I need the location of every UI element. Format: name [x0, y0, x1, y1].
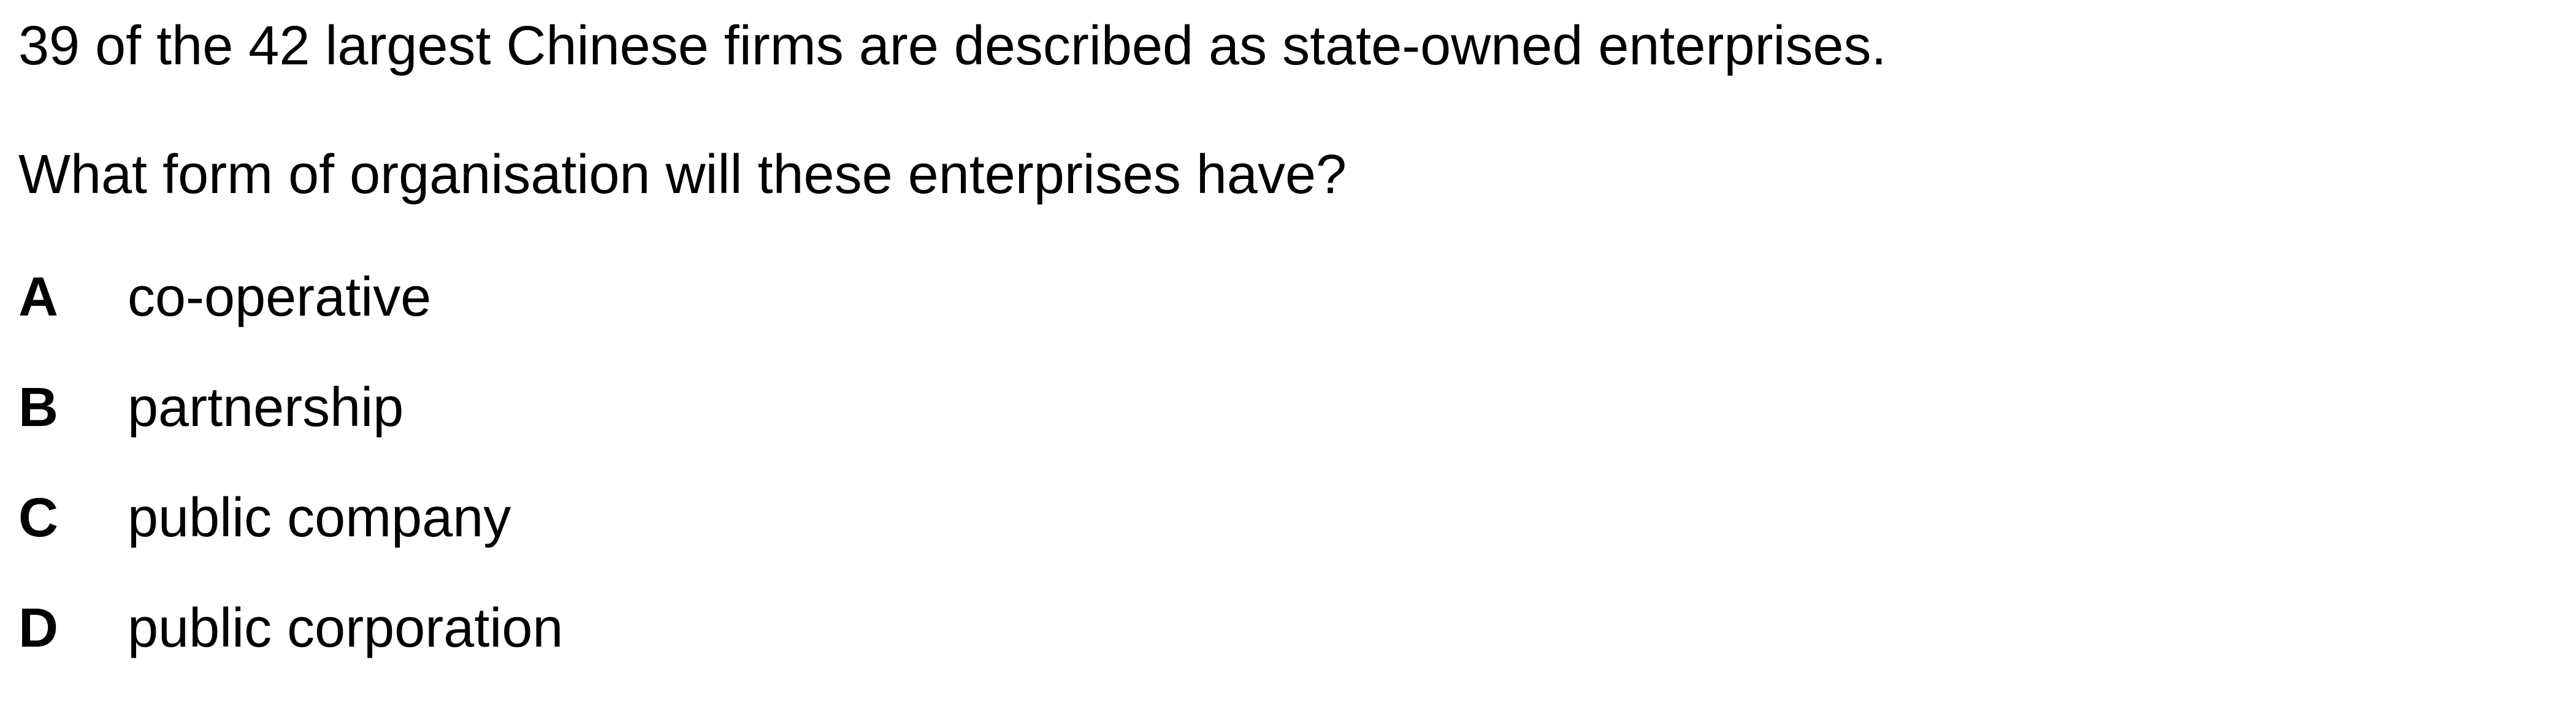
option-letter: A — [18, 267, 58, 328]
option-text: co-operative — [128, 267, 432, 328]
option-letter: C — [18, 487, 58, 549]
option-letter: D — [18, 598, 58, 659]
question-statement: 39 of the 42 largest Chinese firms are described as state-owned enterprises. — [18, 15, 1887, 77]
option-text: partnership — [128, 377, 404, 438]
option-b[interactable] — [18, 377, 563, 490]
option-text: public corporation — [128, 598, 564, 659]
option-c[interactable] — [18, 487, 563, 601]
answer-options — [18, 267, 564, 711]
option-a[interactable] — [18, 267, 563, 380]
question-prompt: What form of organisation will these enterprises have? — [18, 144, 1347, 205]
option-letter: B — [18, 377, 58, 438]
option-d[interactable] — [18, 598, 564, 711]
option-text: public company — [128, 487, 511, 549]
